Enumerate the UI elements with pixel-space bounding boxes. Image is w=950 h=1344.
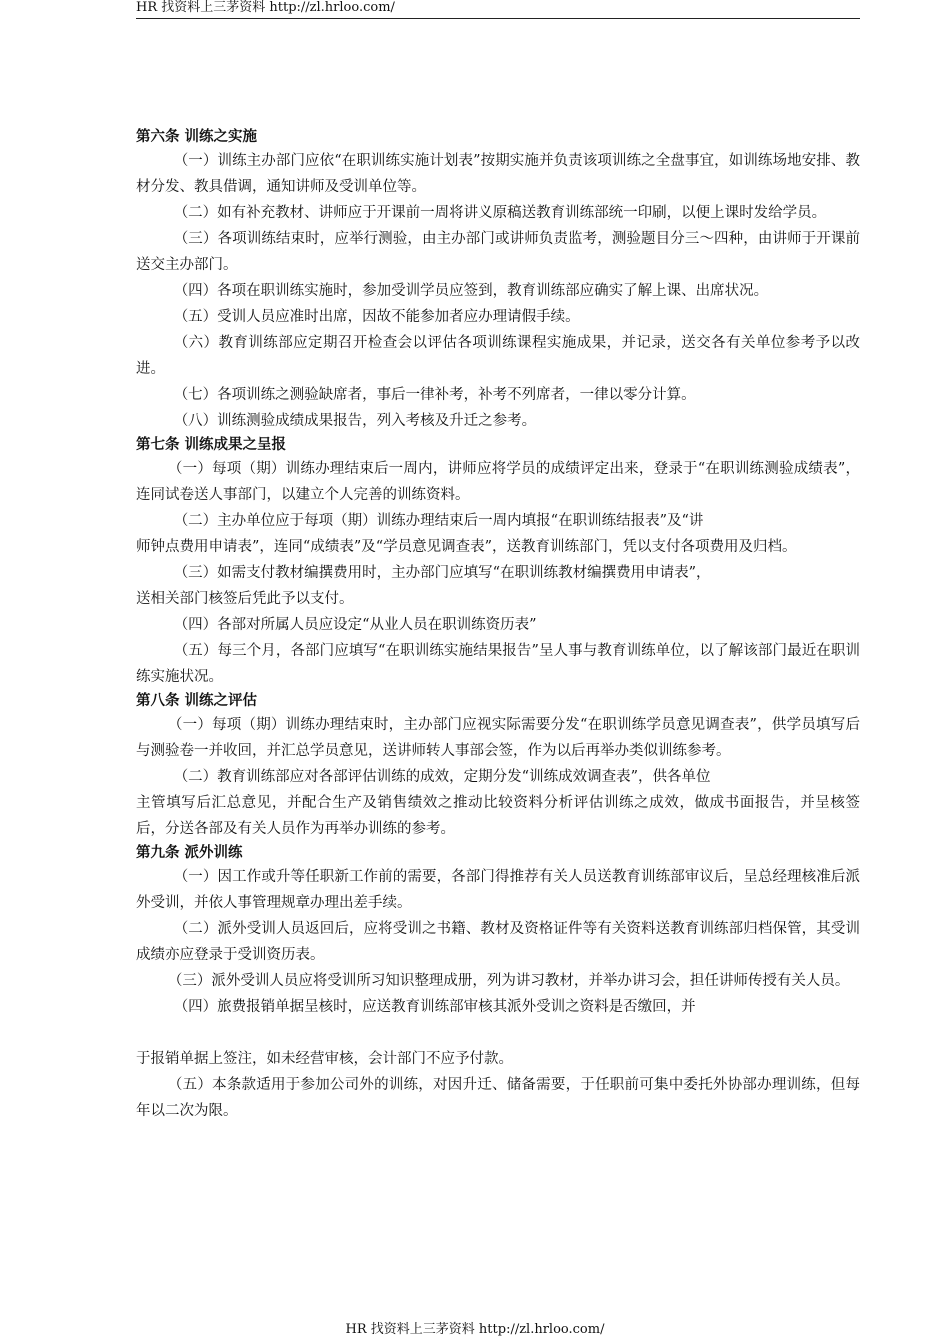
section-heading: 第八条 训练之评估 — [136, 693, 258, 709]
page-footer: HR 找资料上三茅资料 http://zl.hrloo.com/ — [345, 1322, 605, 1337]
paragraph: （一）因工作或升等任职新工作前的需要，各部门得推荐有关人员送教育训练部审议后，呈总经理核准后派外受训，并依人事管理规章办理出差手续。 — [136, 869, 860, 911]
paragraph-continuation: 主管填写后汇总意见，并配合生产及销售绩效之推动比较资料分析评估训练之成效，做成书面报告，并呈核签后，分送各部及有关人员作为再举办训练的参考。 — [136, 795, 860, 837]
paragraph: （四）各项在职训练实施时，参加受训学员应签到，教育训练部应确实了解上课、出席状况。 — [173, 283, 769, 299]
paragraph: （一）训练主办部门应依“在职训练实施计划表”按期实施并负责该项训练之全盘事宜，如训练场地安排、教材分发、教具借调，通知讲师及受训单位等。 — [136, 153, 860, 195]
paragraph: （五）本条款适用于参加公司外的训练，对因升迁、储备需要，于任职前可集中委托外协部办理训练，但每年以二次为限。 — [136, 1077, 860, 1119]
paragraph: （七）各项训练之测验缺席者，事后一律补考，补考不列席者，一律以零分计算。 — [173, 387, 696, 403]
paragraph: （六）教育训练部应定期召开检查会以评估各项训练课程实施成果，并记录，送交各有关单位参考予以改进。 — [136, 335, 860, 377]
paragraph: （二）教育训练部应对各部评估训练的成效，定期分发“训练成效调查表”，供各单位 — [173, 769, 711, 785]
paragraph: （二）派外受训人员返回后，应将受训之书籍、教材及资格证件等有关资料送教育训练部归档保管，其受训成绩亦应登录于受训资历表。 — [136, 921, 860, 963]
paragraph-continuation: 送相关部门核签后凭此予以支付。 — [136, 591, 354, 607]
paragraph: （三）各项训练结束时，应举行测验，由主办部门或讲师负责监考，测验题目分三～四种，由讲师于开课前送交主办部门。 — [136, 231, 860, 273]
paragraph: （二）如有补充教材、讲师应于开课前一周将讲义原稿送教育训练部统一印刷，以便上课时发给学员。 — [173, 205, 827, 221]
paragraph: （四）各部对所属人员应设定“从业人员在职训练资历表” — [173, 617, 537, 633]
section-heading: 第六条 训练之实施 — [136, 129, 258, 145]
paragraph: （三）派外受训人员应将受训所习知识整理成册，列为讲习教材，并举办讲习会，担任讲师传授有关人员。 — [167, 973, 850, 989]
paragraph: （八）训练测验成绩成果报告，列入考核及升迁之参考。 — [173, 413, 537, 429]
paragraph-continuation: 于报销单据上签注，如未经营审核，会计部门不应予付款。 — [136, 1051, 513, 1067]
paragraph: （三）如需支付教材编撰费用时，主办部门应填写“在职训练教材编撰费用申请表”， — [173, 565, 711, 581]
page-header: HR 找资料上三茅资料 http://zl.hrloo.com/ — [136, 0, 860, 19]
paragraph: （一）每项（期）训练办理结束时，主办部门应视实际需要分发“在职训练学员意见调查表”，供学员填写后与测验卷一并收回，并汇总学员意见，送讲师转人事部会签，作为以后再举办类似训练参考。 — [136, 717, 860, 759]
paragraph: （一）每项（期）训练办理结束后一周内，讲师应将学员的成绩评定出来，登录于“在职训练测验成绩表”，连同试卷送人事部门，以建立个人完善的训练资料。 — [136, 461, 860, 503]
section-heading: 第九条 派外训练 — [136, 845, 243, 861]
paragraph: （二）主办单位应于每项（期）训练办理结束后一周内填报“在职训练结报表”及“讲 — [173, 513, 704, 529]
paragraph-continuation: 师钟点费用申请表”，连同“成绩表”及“学员意见调查表”，送教育训练部门，凭以支付各项费用及归档。 — [136, 539, 797, 555]
section-heading: 第七条 训练成果之呈报 — [136, 437, 287, 453]
paragraph: （四）旅费报销单据呈核时，应送教育训练部审核其派外受训之资料是否缴回，并 — [173, 999, 696, 1015]
spacer — [136, 1020, 860, 1046]
document-body — [136, 126, 860, 1124]
paragraph: （五）受训人员应准时出席，因故不能参加者应办理请假手续。 — [173, 309, 580, 325]
paragraph: （五）每三个月，各部门应填写“在职训练实施结果报告”呈人事与教育训练单位，以了解该部门最近在职训练实施状况。 — [136, 643, 860, 685]
